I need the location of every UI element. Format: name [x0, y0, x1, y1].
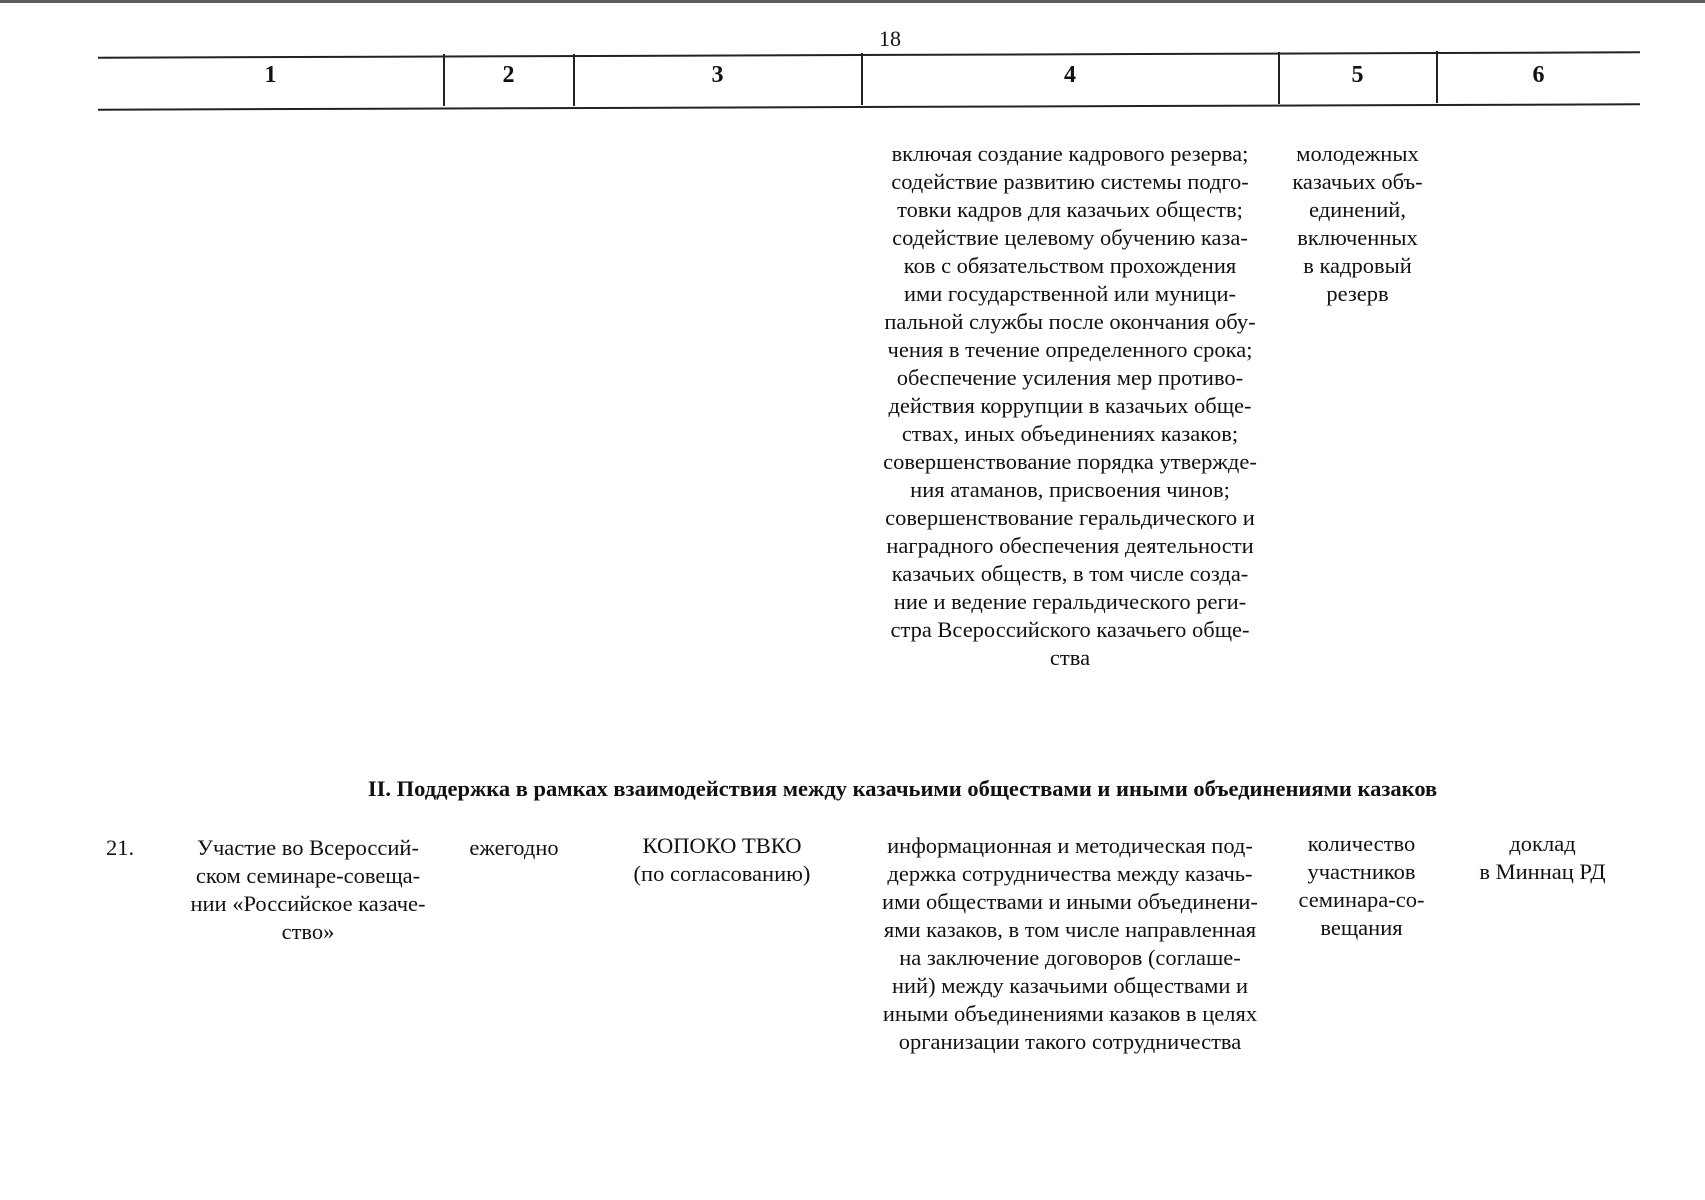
header-top-border: [98, 51, 1640, 58]
section-title: II. Поддержка в рамках взаимодействия между казачьими обществами и иными объединениями казаков: [367, 776, 1438, 801]
row-21-col6: доклад в Миннац РД: [1479, 831, 1606, 884]
row-21-col4: информационная и методическая под- держка сотрудничества между казачь- ими обществами и иными объединени- ями казаков, в том числе направленная на заключение договоров (соглаше- ний) между казачьими обществами и иными объединениями казаков в целях организации такого сотрудничества: [882, 833, 1258, 1054]
continued-row-col4: включая создание кадрового резерва; содействие развитию системы подго- товки кадров для казачьих обществ; содействие целевому обучению каза- ков с обязательством прохождения ими государственной или муници- пальной службы после окончания обу- чения в течение определенного срока; обеспечение усиления мер противо- действия коррупции в казачьих обще- ствах, иных объединениях казаков; совершенствование порядка утвержде- ния атаманов, присвоения чинов; совершенствование геральдического и наградного обеспечения деятельности казачьих обществ, в том числе созда- ние и ведение геральдического реги- стра Всероссийского казачьего обще- ства: [883, 141, 1257, 670]
header-col-1: 1: [264, 62, 277, 88]
header-col-2: 2: [502, 62, 515, 88]
row-21-number: 21.: [106, 835, 135, 860]
header-col-3: 3: [711, 62, 724, 88]
scan-top-edge: [0, 0, 1705, 3]
page-number: 18: [879, 26, 901, 51]
header-col-5: 5: [1351, 62, 1364, 88]
continued-row-col5: молодежных казачьих объ- единений, включенных в кадровый резерв: [1292, 141, 1423, 306]
row-21-col2: ежегодно: [469, 835, 559, 860]
header-col-4: 4: [1064, 62, 1076, 88]
row-21-col5: количество участников семинара-со- вещания: [1298, 831, 1425, 940]
header-bottom-border: [98, 103, 1640, 110]
row-21-col1: Участие во Всероссий- ском семинаре-совеща- нии «Российское казаче- ство»: [190, 835, 426, 944]
header-col-6: 6: [1532, 62, 1545, 88]
row-21-col3: КОПОКО ТВКО (по согласованию): [633, 833, 811, 886]
